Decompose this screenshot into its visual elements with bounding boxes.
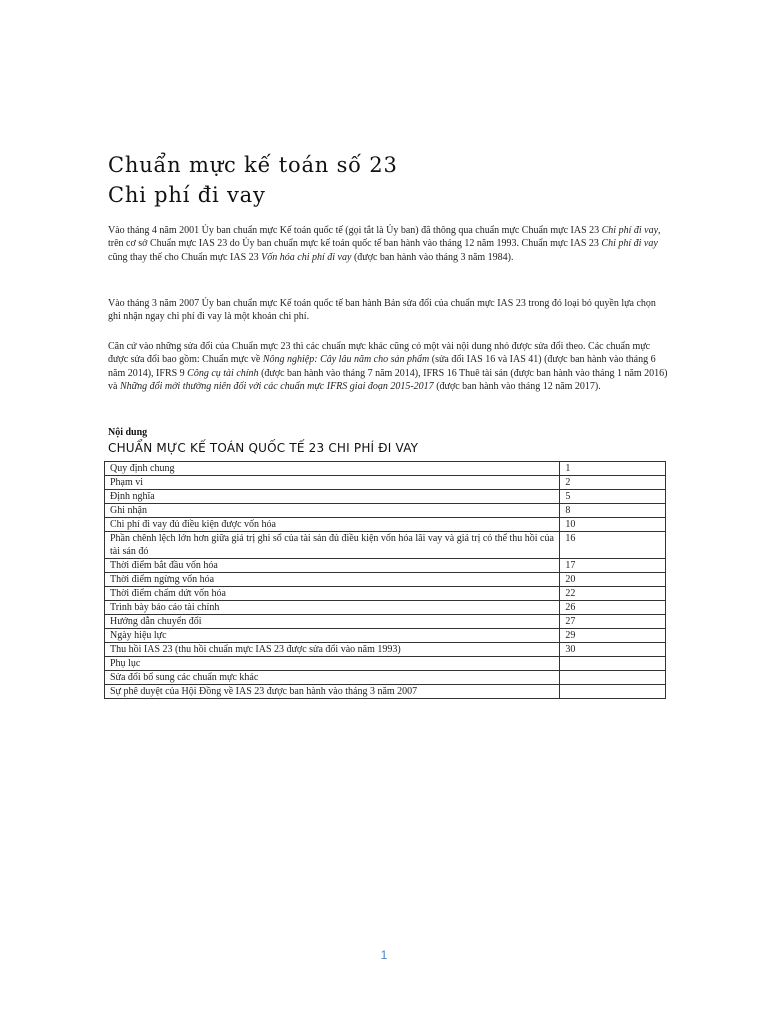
title-line-2: Chi phí đi vay bbox=[108, 183, 266, 207]
p3-italic-2: Công cụ tài chính bbox=[187, 367, 259, 379]
toc-row-title: Ngày hiệu lực bbox=[105, 629, 560, 643]
toc-row bbox=[105, 643, 666, 657]
toc-row-page bbox=[560, 685, 666, 699]
toc-row-page: 8 bbox=[560, 504, 666, 518]
toc-row-title: Quy định chung bbox=[105, 462, 560, 476]
toc-row-page: 2 bbox=[560, 476, 666, 490]
p3-text-3: (được ban hành vào tháng 7 năm 2014), IFRS 16 Thuê tài sản (được ban hành vào tháng 1 năm 2016) và bbox=[108, 367, 668, 393]
toc-row-title: Sự phê duyệt của Hội Đồng về IAS 23 được ban hành vào tháng 3 năm 2007 bbox=[105, 685, 560, 699]
toc-row-page: 22 bbox=[560, 587, 666, 601]
toc-row bbox=[105, 476, 666, 490]
document-title bbox=[108, 150, 668, 210]
toc-row-page: 16 bbox=[560, 532, 666, 559]
toc-row-page bbox=[560, 671, 666, 685]
toc-row bbox=[105, 462, 666, 476]
toc-row bbox=[105, 601, 666, 615]
toc-heading: CHUẨN MỰC KẾ TOÁN QUỐC TẾ 23 CHI PHÍ ĐI VAY bbox=[108, 441, 419, 455]
toc-row-title: Ghi nhận bbox=[105, 504, 560, 518]
p3-text-2: (sửa đổi IAS 16 và IAS 41) (được ban hành vào tháng 6 năm 2014), IFRS 9 bbox=[108, 354, 656, 379]
page-number: 1 bbox=[380, 948, 388, 962]
p1-text-2: , trên cơ sở Chuẩn mực IAS 23 do Ủy ban chuẩn mực kế toán quốc tế ban hành vào tháng 12 năm 1993. Chuẩn mực IAS 23 bbox=[108, 225, 661, 250]
p1-text-4: (được ban hành vào tháng 3 năm 1984). bbox=[351, 251, 514, 263]
p1-text-1: Vào tháng 4 năm 2001 Ủy ban chuẩn mực Kế toán quốc tế (gọi tắt là Ủy ban) đã thông qua chuẩn mực Chuẩn mực IAS 23 bbox=[108, 225, 602, 236]
toc-row-title: Hướng dẫn chuyển đổi bbox=[105, 615, 560, 629]
toc-row-title: Định nghĩa bbox=[105, 490, 560, 504]
toc-row bbox=[105, 518, 666, 532]
toc-row-page: 17 bbox=[560, 559, 666, 573]
toc-row-page: 30 bbox=[560, 643, 666, 657]
toc-row bbox=[105, 573, 666, 587]
toc-row-title: Thời điểm chấm dứt vốn hóa bbox=[105, 587, 560, 601]
toc-row bbox=[105, 532, 666, 559]
toc-row bbox=[105, 587, 666, 601]
toc-row-title: Phụ lục bbox=[105, 657, 560, 671]
p3-text-4: (được ban hành vào tháng 12 năm 2017). bbox=[433, 381, 601, 393]
intro-paragraph-2: Vào tháng 3 năm 2007 Ủy ban chuẩn mực Kế toán quốc tế ban hành Bản sửa đổi của chuẩn mực IAS 23 trong đó loại bỏ quyền lựa chọn ghi nhận ngay chi phí đi vay là một khoản chi phí. bbox=[108, 298, 656, 323]
intro-paragraph-3 bbox=[108, 340, 668, 394]
toc-row-title: Thu hồi IAS 23 (thu hồi chuẩn mực IAS 23 được sửa đổi vào năm 1993) bbox=[105, 643, 560, 657]
toc-row bbox=[105, 559, 666, 573]
toc-row-page: 26 bbox=[560, 601, 666, 615]
p1-italic-1: Chi phí đi vay bbox=[601, 225, 659, 236]
toc-row-title: Phạm vi bbox=[105, 476, 560, 490]
toc-row-title: Sửa đổi bổ sung các chuẩn mực khác bbox=[105, 671, 560, 685]
intro-paragraph-1 bbox=[108, 224, 668, 264]
p3-text-1: Căn cứ vào những sửa đổi của Chuẩn mực 23 thì các chuẩn mực khác cũng có một vài nội dung nhỏ được sửa đổi theo. Các chuẩn mực được sửa đổi bao gồm: Chuẩn mực về bbox=[108, 341, 651, 366]
p3-italic-3: Những đổi mới thường niên đối với các chuẩn mực IFRS giai đoạn 2015-2017 bbox=[119, 381, 434, 393]
toc-row bbox=[105, 615, 666, 629]
toc-row-title: Trình bày báo cáo tài chính bbox=[105, 601, 560, 615]
table-of-contents bbox=[104, 461, 666, 699]
toc-row bbox=[105, 629, 666, 643]
toc-row-page: 1 bbox=[560, 462, 666, 476]
p3-italic-1: Nông nghiệp: Cây lâu năm cho sản phẩm bbox=[262, 354, 430, 366]
p1-italic-2: Chi phí đi vay bbox=[601, 238, 658, 250]
toc-row-page bbox=[560, 657, 666, 671]
toc-row-title: Thời điểm ngừng vốn hóa bbox=[105, 573, 560, 587]
toc-row-page: 10 bbox=[560, 518, 666, 532]
toc-row bbox=[105, 685, 666, 699]
toc-row-page: 29 bbox=[560, 629, 666, 643]
toc-row-title: Chi phí đi vay đủ điều kiện được vốn hóa bbox=[105, 518, 560, 532]
toc-row-page: 20 bbox=[560, 573, 666, 587]
toc-row bbox=[105, 671, 666, 685]
p1-italic-3: Vốn hóa chi phí đi vay bbox=[261, 251, 352, 263]
p1-text-3: cũng thay thế cho Chuẩn mực IAS 23 bbox=[108, 251, 262, 263]
toc-row bbox=[105, 490, 666, 504]
title-line-1: Chuẩn mực kế toán số 23 bbox=[108, 153, 398, 177]
toc-row bbox=[105, 504, 666, 518]
toc-body bbox=[105, 462, 666, 699]
toc-row bbox=[105, 657, 666, 671]
toc-row-page: 5 bbox=[560, 490, 666, 504]
toc-row-page: 27 bbox=[560, 615, 666, 629]
toc-label: Nội dung bbox=[108, 427, 148, 438]
toc-row-title: Thời điểm bắt đầu vốn hóa bbox=[105, 559, 560, 573]
toc-row-title: Phần chênh lệch lớn hơn giữa giá trị ghi sổ của tài sản đủ điều kiện vốn hóa lãi vay và giá trị có thể thu hồi của tài sản đó bbox=[105, 532, 560, 559]
